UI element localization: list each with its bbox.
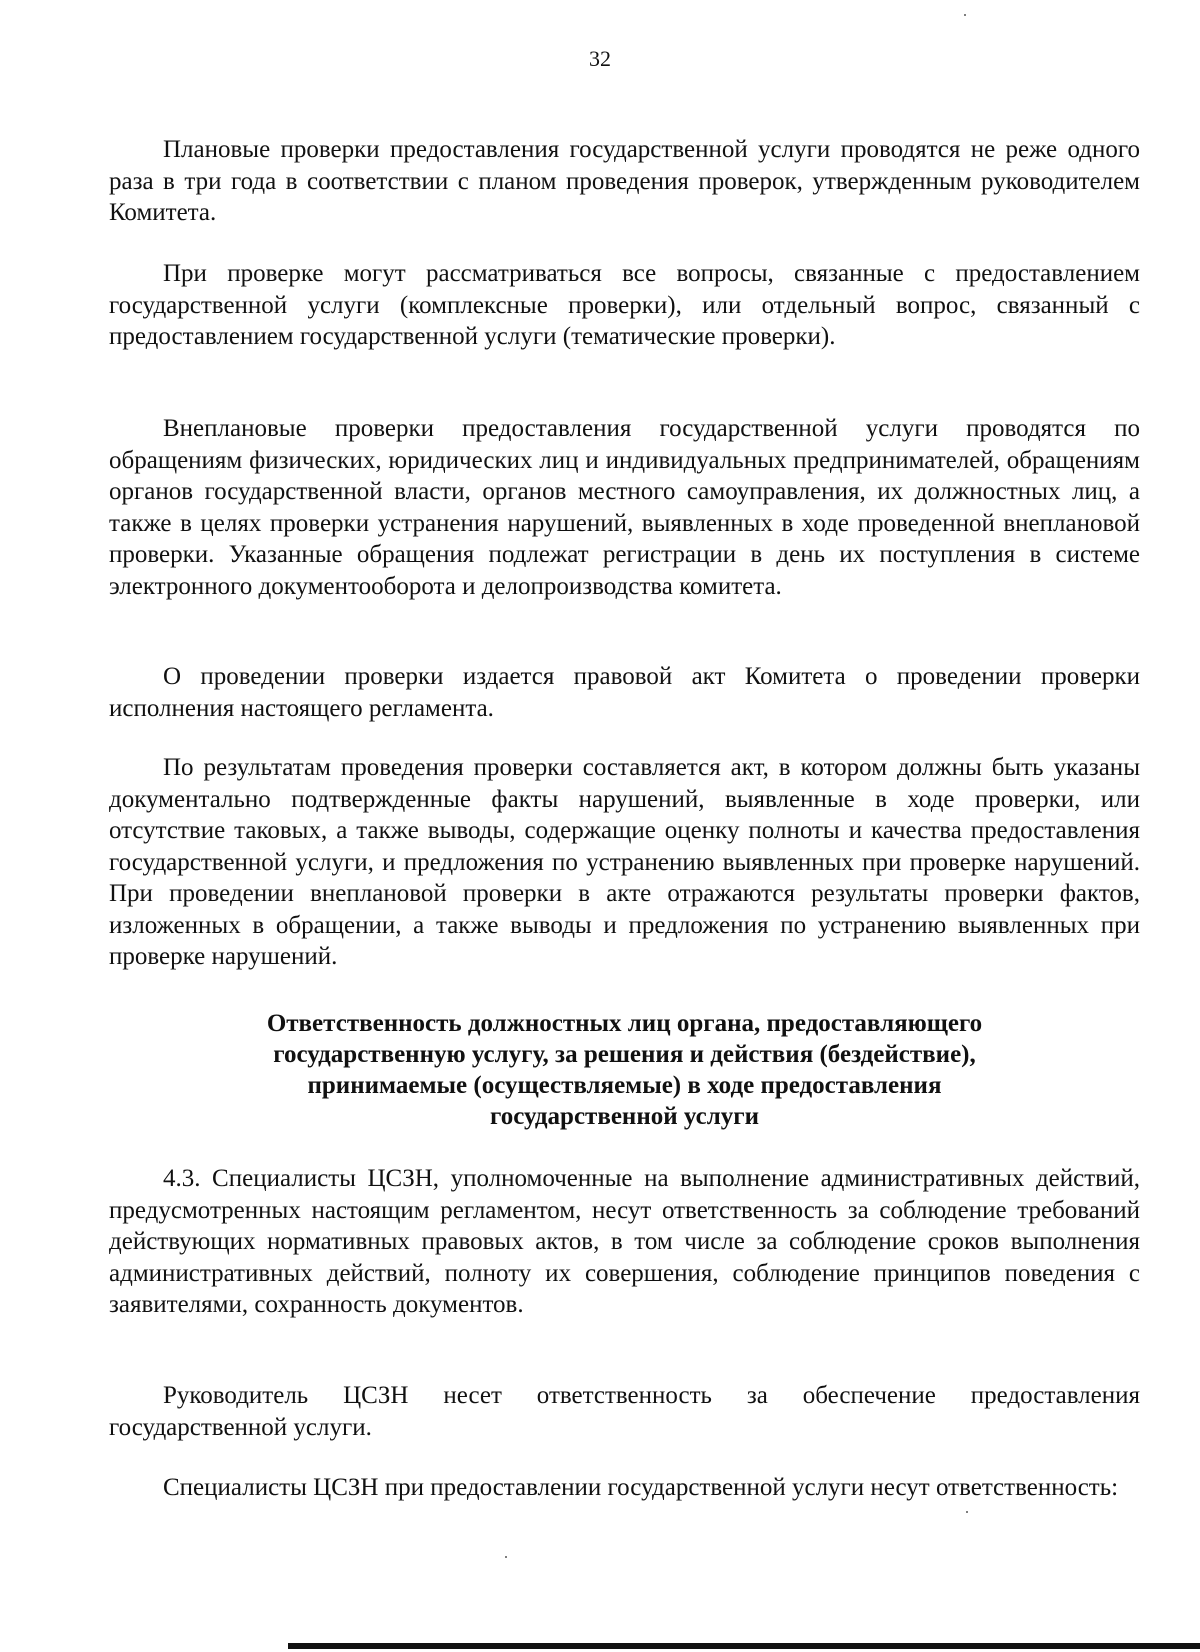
section-heading-line: принимаемые (осуществляемые) в ходе предоставления bbox=[307, 1072, 942, 1099]
paragraph-check-results: По результатам проведения проверки составляется акт, в котором должны быть указаны документально подтвержденные факты нарушений, выявленные в ходе проверки, или отсутствие таковых, а также выводы, содержащие оценку полноты и качества предоставления государственной услуги, и предложения по устранению выявленных при проверке нарушений. При проведении внеплановой проверки в акте отражаются результаты проверки фактов, изложенных в обращении, а также выводы и предложения по устранению выявленных при проверке нарушений. bbox=[109, 754, 1140, 970]
paragraph-unplanned-checks: Внеплановые проверки предоставления государственной услуги проводятся по обращениям физических, юридических лиц и индивидуальных предпринимателей, обращениям органов государственной власти, органов местного самоуправления, их должностных лиц, а также в целях проверки устранения нарушений, выявленных в ходе проведенной внеплановой проверки. Указанные обращения подлежат регистрации в день их поступления в системе электронного документооборота и делопроизводства комитета. bbox=[109, 415, 1140, 600]
paragraph-4-3-responsibility: 4.3. Специалисты ЦСЗН, уполномоченные на выполнение административных действий, предусмотренных настоящим регламентом, несут ответственность за соблюдение требований действующих нормативных правовых актов, в том числе за соблюдение сроков выполнения административных действий, полноту их совершения, соблюдение принципов поведения с заявителями, сохранность документов. bbox=[109, 1165, 1140, 1318]
page-number: 32 bbox=[589, 46, 611, 71]
paragraph-specialists-responsibility: Специалисты ЦСЗН при предоставлении государственной услуги несут ответственность: bbox=[163, 1474, 1119, 1501]
section-heading-line: государственной услуги bbox=[489, 1103, 760, 1130]
scan-speck bbox=[966, 1511, 968, 1513]
scan-speck bbox=[505, 1556, 507, 1558]
section-heading-line: государственную услугу, за решения и действия (бездействие), bbox=[273, 1041, 976, 1068]
paragraph-planned-checks: Плановые проверки предоставления государственной услуги проводятся не реже одного раза в три года в соответствии с планом проведения проверок, утвержденным руководителем Комитета. bbox=[109, 136, 1140, 226]
paragraph-legal-act: О проведении проверки издается правовой акт Комитета о проведении проверки исполнения настоящего регламента. bbox=[109, 663, 1140, 722]
section-heading-line: Ответственность должностных лиц органа, предоставляющего bbox=[266, 1010, 983, 1037]
paragraph-check-scope: При проверке могут рассматриваться все вопросы, связанные с предоставлением государственной услуги (комплексные проверки), или отдельный вопрос, связанный с предоставлением государственной услуги (тематические проверки). bbox=[109, 260, 1140, 350]
section-heading bbox=[109, 1008, 1140, 1132]
paragraph-head-responsibility: Руководитель ЦСЗН несет ответственность за обеспечение предоставления государственной услуги. bbox=[109, 1382, 1140, 1441]
scan-bottom-edge-line bbox=[288, 1643, 1200, 1649]
scan-speck bbox=[964, 14, 966, 16]
